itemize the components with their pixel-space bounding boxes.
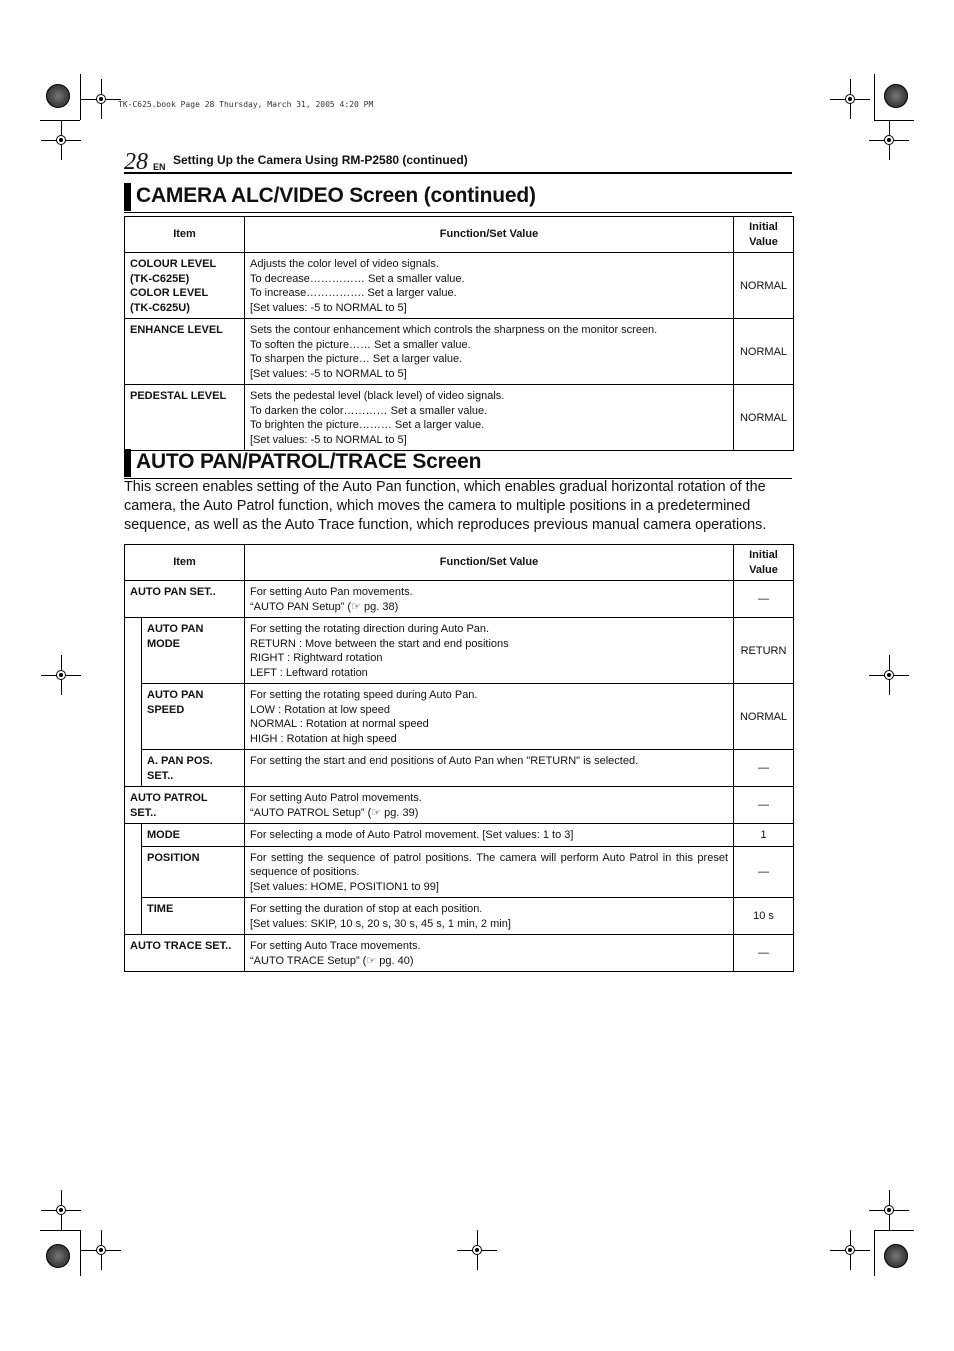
table-row bbox=[125, 253, 794, 319]
text-line: AUTO TRACE SET.. bbox=[130, 940, 232, 952]
initial-value-cell: — bbox=[734, 846, 794, 898]
proof-line: TK-C625.book Page 28 Thursday, March 31, 2005 4:20 PM bbox=[118, 100, 374, 109]
text-line: [Set values: -5 to NORMAL to 5] bbox=[250, 301, 407, 314]
indent-cell bbox=[125, 898, 142, 935]
text-line: LEFT : Leftward rotation bbox=[250, 666, 368, 679]
text-line: For selecting a mode of Auto Patrol movement. [Set values: 1 to 3] bbox=[250, 829, 574, 841]
text-line: (TK-C625U) bbox=[130, 301, 190, 314]
page-number: 28 bbox=[124, 149, 148, 175]
function-cell bbox=[245, 787, 734, 824]
table-row bbox=[125, 898, 794, 935]
item-cell bbox=[125, 787, 245, 824]
table-row bbox=[125, 846, 794, 898]
page-header bbox=[124, 149, 792, 175]
text-line: Sets the contour enhancement which controls the sharpness on the monitor screen. bbox=[250, 324, 658, 336]
text-line: A. PAN POS. bbox=[147, 755, 213, 767]
indent-cell bbox=[125, 846, 142, 898]
text-line: PEDESTAL LEVEL bbox=[130, 390, 227, 402]
text-line: To darken the color………… Set a smaller value. bbox=[250, 404, 488, 417]
text-line: AUTO PAN SET.. bbox=[130, 586, 216, 598]
text-line: TIME bbox=[147, 903, 174, 915]
text-line: For setting Auto Patrol movements. bbox=[250, 792, 422, 804]
text-line: [Set values: SKIP, 10 s, 20 s, 30 s, 45 s, 1 min, 2 min] bbox=[250, 917, 511, 930]
item-cell bbox=[142, 684, 245, 750]
table-row bbox=[125, 319, 794, 385]
crop-mark bbox=[874, 1230, 875, 1276]
indent-cell bbox=[125, 824, 142, 847]
initial-value-cell: — bbox=[734, 750, 794, 787]
table-row bbox=[125, 750, 794, 787]
heading-bar bbox=[124, 449, 131, 477]
text-line: RETURN : Move between the start and end positions bbox=[250, 637, 509, 650]
table-row bbox=[125, 385, 794, 451]
section-heading-camera-alc bbox=[124, 182, 792, 213]
item-cell bbox=[142, 618, 245, 684]
crop-mark bbox=[874, 120, 914, 121]
initial-value-cell: — bbox=[734, 581, 794, 618]
table-row bbox=[125, 935, 794, 972]
column-header: Initial Value bbox=[734, 217, 794, 253]
text-line: MODE bbox=[147, 637, 180, 650]
item-cell bbox=[142, 846, 245, 898]
text-line: ENHANCE LEVEL bbox=[130, 324, 223, 336]
function-cell bbox=[245, 898, 734, 935]
text-line: For setting the sequence of patrol positions. The camera will perform Auto Patrol in this preset sequence of positions. bbox=[250, 851, 728, 878]
column-header: Item bbox=[125, 217, 245, 253]
registration-disc-icon bbox=[884, 1244, 908, 1268]
column-header: Initial Value bbox=[734, 545, 794, 581]
text-line: [Set values: -5 to NORMAL to 5] bbox=[250, 433, 407, 446]
text-line: For setting the rotating speed during Auto Pan. bbox=[250, 689, 478, 701]
function-cell bbox=[245, 935, 734, 972]
text-line: To brighten the picture……… Set a larger value. bbox=[250, 419, 485, 431]
table-row bbox=[125, 824, 794, 847]
text-line: For setting the start and end positions of Auto Pan when "RETURN" is selected. bbox=[250, 755, 639, 767]
section-heading-auto-pan bbox=[124, 448, 792, 479]
text-line: SET.. bbox=[147, 769, 174, 782]
registration-disc-icon bbox=[46, 1244, 70, 1268]
text-line: [Set values: -5 to NORMAL to 5] bbox=[250, 367, 407, 380]
initial-value-cell: NORMAL bbox=[734, 684, 794, 750]
initial-value-cell: 10 s bbox=[734, 898, 794, 935]
text-line: RIGHT : Rightward rotation bbox=[250, 652, 383, 664]
registration-disc-icon bbox=[46, 84, 70, 108]
text-line: To soften the picture…… Set a smaller value. bbox=[250, 338, 471, 351]
column-header: Function/Set Value bbox=[245, 545, 734, 581]
text-line: NORMAL : Rotation at normal speed bbox=[250, 718, 429, 730]
indent-cell bbox=[125, 618, 142, 684]
initial-value-cell: NORMAL bbox=[734, 385, 794, 451]
item-cell bbox=[125, 319, 245, 385]
item-cell bbox=[125, 385, 245, 451]
crop-mark bbox=[874, 74, 875, 120]
text-line: LOW : Rotation at low speed bbox=[250, 703, 391, 716]
text-line: Adjusts the color level of video signals. bbox=[250, 258, 439, 270]
function-cell bbox=[245, 253, 734, 319]
auto-pan-table bbox=[124, 544, 794, 972]
item-cell bbox=[142, 898, 245, 935]
crop-mark bbox=[874, 1230, 914, 1231]
item-cell bbox=[142, 824, 245, 847]
text-line: To sharpen the picture… Set a larger value. bbox=[250, 353, 463, 365]
function-cell bbox=[245, 824, 734, 847]
initial-value-cell: RETURN bbox=[734, 618, 794, 684]
crop-mark bbox=[40, 1230, 80, 1231]
text-line: “AUTO PATROL Setup” (☞ pg. 39) bbox=[250, 806, 419, 819]
text-line: POSITION bbox=[147, 851, 200, 864]
text-line: MODE bbox=[147, 829, 180, 841]
function-cell bbox=[245, 618, 734, 684]
page-language: EN bbox=[153, 162, 166, 172]
function-cell bbox=[245, 581, 734, 618]
camera-alc-table bbox=[124, 216, 794, 451]
table-row bbox=[125, 787, 794, 824]
text-line: “AUTO PAN Setup” (☞ pg. 38) bbox=[250, 600, 399, 613]
text-line: To decrease…………… Set a smaller value. bbox=[250, 272, 465, 285]
crop-mark bbox=[80, 74, 81, 120]
item-cell bbox=[142, 750, 245, 787]
table-row bbox=[125, 618, 794, 684]
function-cell bbox=[245, 385, 734, 451]
crop-mark bbox=[40, 120, 80, 121]
item-cell bbox=[125, 581, 245, 618]
initial-value-cell: — bbox=[734, 787, 794, 824]
text-line: SPEED bbox=[147, 703, 185, 716]
section-title: CAMERA ALC/VIDEO Screen (continued) bbox=[136, 184, 536, 207]
initial-value-cell: NORMAL bbox=[734, 319, 794, 385]
item-cell bbox=[125, 935, 245, 972]
text-line: COLOR LEVEL bbox=[130, 287, 209, 299]
table-row bbox=[125, 684, 794, 750]
text-line: “AUTO TRACE Setup” (☞ pg. 40) bbox=[250, 954, 414, 967]
intro-paragraph: This screen enables setting of the Auto Pan function, which enables gradual horizontal rotation of the camera, the Auto Patrol function, which moves the camera to multiple positions in a predetermined sequence, as well as the Auto Trace function, which reproduces previous manual camera operations. bbox=[124, 479, 767, 534]
table-row bbox=[125, 581, 794, 618]
initial-value-cell: — bbox=[734, 935, 794, 972]
column-header: Function/Set Value bbox=[245, 217, 734, 253]
function-cell bbox=[245, 750, 734, 787]
function-cell bbox=[245, 684, 734, 750]
heading-bar bbox=[124, 183, 131, 211]
indent-cell bbox=[125, 684, 142, 750]
text-line: AUTO PAN bbox=[147, 689, 204, 701]
text-line: To increase……………. Set a larger value. bbox=[250, 287, 457, 299]
crop-mark bbox=[80, 1230, 81, 1276]
function-cell bbox=[245, 846, 734, 898]
text-line: For setting the duration of stop at each position. bbox=[250, 903, 483, 915]
running-head: Setting Up the Camera Using RM-P2580 (continued) bbox=[173, 153, 468, 167]
initial-value-cell: 1 bbox=[734, 824, 794, 847]
item-cell bbox=[125, 253, 245, 319]
text-line: AUTO PAN bbox=[147, 623, 204, 635]
text-line: AUTO PATROL bbox=[130, 792, 208, 804]
initial-value-cell: NORMAL bbox=[734, 253, 794, 319]
column-header: Item bbox=[125, 545, 245, 581]
text-line: (TK-C625E) bbox=[130, 272, 190, 285]
text-line: For setting Auto Trace movements. bbox=[250, 940, 421, 952]
text-line: COLOUR LEVEL bbox=[130, 258, 217, 270]
section-title: AUTO PAN/PATROL/TRACE Screen bbox=[136, 450, 482, 473]
text-line: SET.. bbox=[130, 806, 157, 819]
text-line: HIGH : Rotation at high speed bbox=[250, 732, 397, 745]
text-line: For setting the rotating direction during Auto Pan. bbox=[250, 623, 490, 635]
function-cell bbox=[245, 319, 734, 385]
text-line: [Set values: HOME, POSITION1 to 99] bbox=[250, 880, 439, 893]
registration-disc-icon bbox=[884, 84, 908, 108]
text-line: Sets the pedestal level (black level) of video signals. bbox=[250, 390, 505, 402]
indent-cell bbox=[125, 750, 142, 787]
text-line: For setting Auto Pan movements. bbox=[250, 586, 413, 598]
